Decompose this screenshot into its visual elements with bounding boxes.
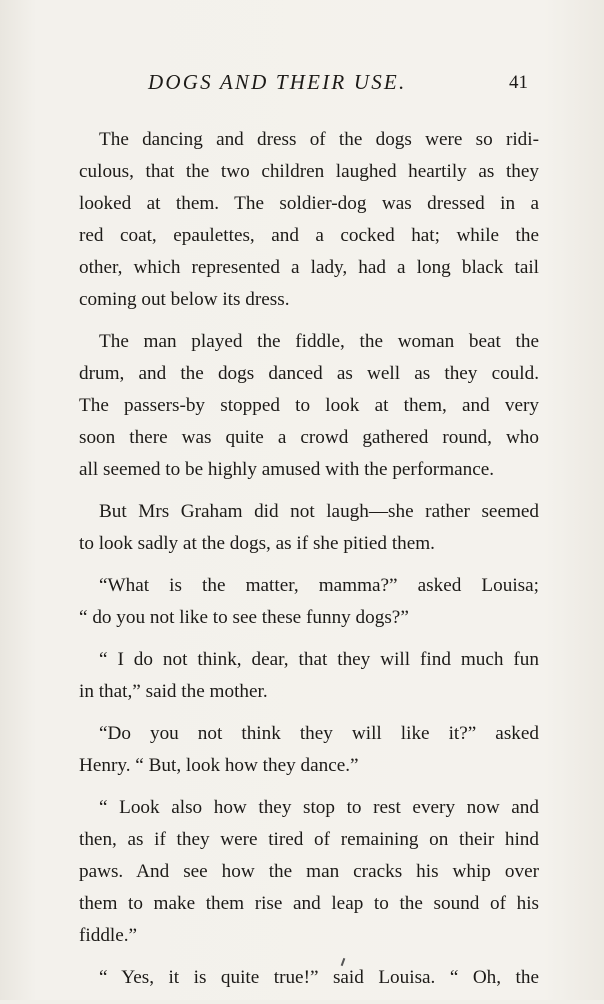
text-line: “ I do not think, dear, that they will find much fun [99,649,539,670]
text-line: “ do you not like to see these funny dogs?” [79,607,409,628]
text-line: red coat, epaulettes, and a cocked hat; while the [79,225,539,246]
text-line: Henry. “ But, look how they dance.” [79,755,359,776]
text-line: The man played the fiddle, the woman beat the [99,331,539,352]
text-line: soon there was quite a crowd gathered round, who [79,427,539,448]
paragraph [59,496,539,560]
text-line: “What is the matter, mamma?” asked Louisa; [99,575,539,596]
paragraph [59,718,539,782]
text-line: fiddle.” [79,925,138,946]
text-line: “ Look also how they stop to rest every now and [99,797,539,818]
text-line: The passers-by stopped to look at them, and very [79,395,539,416]
paragraph [59,326,539,486]
text-line: to look sadly at the dogs, as if she pitied them. [79,533,435,554]
text-line: The dancing and dress of the dogs were so ridi- [99,129,539,150]
text-line: But Mrs Graham did not laugh—she rather seemed [99,501,539,522]
text-line: other, which represented a lady, had a long black tail [79,257,539,278]
text-line: “ Yes, it is quite true!” said Louisa. “ Oh, the [99,967,539,988]
paragraph [59,792,539,952]
text-line: all seemed to be highly amused with the performance. [79,459,495,480]
paragraph [59,644,539,708]
text-line: paws. And see how the man cracks his whip over [79,861,539,882]
text-line: coming out below its dress. [79,289,290,310]
text-line: “Do you not think they will like it?” asked [99,723,539,744]
body-text [59,124,539,1004]
running-title: DOGS AND THEIR USE. [148,70,407,94]
page-header [0,68,604,102]
page-number: 41 [509,72,528,93]
paragraph [59,124,539,316]
text-line: culous, that the two children laughed heartily as they [79,161,539,182]
paragraph [59,962,539,994]
paragraph [59,570,539,634]
text-line: in that,” said the mother. [79,681,268,702]
text-line: looked at them. The soldier-dog was dressed in a [79,193,539,214]
text-line: drum, and the dogs danced as well as they could. [79,363,539,384]
text-line: them to make them rise and leap to the sound of his [79,893,539,914]
text-line: then, as if they were tired of remaining on their hind [79,829,539,850]
